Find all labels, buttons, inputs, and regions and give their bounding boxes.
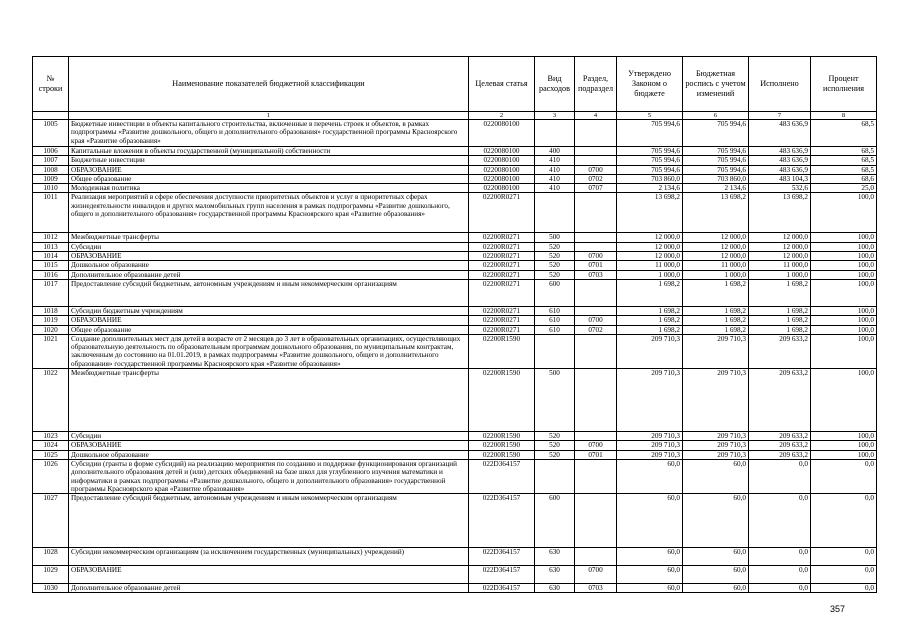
- header-section: Раздел, подраздел: [575, 57, 617, 112]
- target-article: 02200R0271: [469, 270, 535, 279]
- budget-amount: 703 860,0: [683, 174, 749, 183]
- header-percent: Процент исполнения: [811, 57, 877, 112]
- budget-amount: 209 710,3: [683, 450, 749, 459]
- indicator-name: ОБРАЗОВАНИЕ: [69, 566, 469, 584]
- approved-amount: 12 000,0: [617, 242, 683, 251]
- row-number: 1030: [33, 584, 69, 593]
- budget-amount: 12 000,0: [683, 252, 749, 261]
- executed-amount: 1 698,2: [749, 279, 811, 306]
- row-number: 1006: [33, 147, 69, 156]
- executed-amount: 209 633,2: [749, 441, 811, 450]
- expense-type: 610: [535, 325, 575, 334]
- target-article: 022D364157: [469, 459, 535, 493]
- indicator-name: Межбюджетные трансферты: [69, 233, 469, 242]
- executed-amount: 483 636,9: [749, 156, 811, 165]
- section-code: 0703: [575, 270, 617, 279]
- target-article: 02200R0271: [469, 242, 535, 251]
- row-number: 1025: [33, 450, 69, 459]
- executed-amount: 1 698,2: [749, 316, 811, 325]
- section-code: 0700: [575, 566, 617, 584]
- budget-amount: 705 994,6: [683, 147, 749, 156]
- execution-percent: 100,0: [811, 441, 877, 450]
- budget-amount: 1 698,2: [683, 316, 749, 325]
- executed-amount: 483 104,3: [749, 174, 811, 183]
- approved-amount: 2 134,6: [617, 184, 683, 193]
- table-row: [33, 174, 877, 183]
- indicator-name: Дошкольное образование: [69, 261, 469, 270]
- column-number: [33, 112, 69, 120]
- budget-amount: 209 710,3: [683, 441, 749, 450]
- column-number: 2: [469, 112, 535, 120]
- budget-amount: 209 710,3: [683, 334, 749, 368]
- executed-amount: 12 000,0: [749, 242, 811, 251]
- indicator-name: Бюджетные инвестиции: [69, 156, 469, 165]
- indicator-name: Общее образование: [69, 325, 469, 334]
- approved-amount: 705 994,6: [617, 156, 683, 165]
- row-number: 1016: [33, 270, 69, 279]
- indicator-name: Дошкольное образование: [69, 450, 469, 459]
- section-code: [575, 494, 617, 548]
- expense-type: 630: [535, 548, 575, 566]
- execution-percent: 100,0: [811, 252, 877, 261]
- row-number: 1018: [33, 306, 69, 315]
- executed-amount: 1 698,2: [749, 306, 811, 315]
- execution-percent: 100,0: [811, 270, 877, 279]
- approved-amount: 11 000,0: [617, 261, 683, 270]
- table-row: [33, 432, 877, 441]
- execution-percent: 100,0: [811, 242, 877, 251]
- expense-type: 520: [535, 270, 575, 279]
- expense-type: [535, 459, 575, 493]
- expense-type: [535, 193, 575, 233]
- table-row: [33, 120, 877, 147]
- indicator-name: ОБРАЗОВАНИЕ: [69, 316, 469, 325]
- expense-type: 600: [535, 494, 575, 548]
- executed-amount: 0,0: [749, 494, 811, 548]
- approved-amount: 13 698,2: [617, 193, 683, 233]
- indicator-name: Молодежная политика: [69, 184, 469, 193]
- target-article: 02200R0271: [469, 325, 535, 334]
- target-article: 0220080100: [469, 184, 535, 193]
- approved-amount: 60,0: [617, 494, 683, 548]
- header-budget-schedule: Бюджетная роспись с учетом изменений: [683, 57, 749, 112]
- section-code: [575, 147, 617, 156]
- row-number: 1023: [33, 432, 69, 441]
- row-number: 1008: [33, 165, 69, 174]
- target-article: 02200R0271: [469, 316, 535, 325]
- expense-type: 520: [535, 261, 575, 270]
- target-article: 022D364157: [469, 548, 535, 566]
- expense-type: 610: [535, 316, 575, 325]
- column-number: 4: [575, 112, 617, 120]
- budget-amount: 12 000,0: [683, 233, 749, 242]
- table-row: [33, 242, 877, 251]
- table-row: [33, 459, 877, 493]
- budget-amount: 1 698,2: [683, 279, 749, 306]
- table-row: [33, 566, 877, 584]
- section-code: [575, 369, 617, 432]
- row-number: 1014: [33, 252, 69, 261]
- expense-type: 610: [535, 306, 575, 315]
- target-article: 022D364157: [469, 584, 535, 593]
- section-code: 0703: [575, 584, 617, 593]
- row-number: 1010: [33, 184, 69, 193]
- execution-percent: 100,0: [811, 193, 877, 233]
- execution-percent: 0,0: [811, 494, 877, 548]
- budget-amount: 60,0: [683, 566, 749, 584]
- expense-type: 520: [535, 242, 575, 251]
- column-number: 7: [749, 112, 811, 120]
- table-body: [33, 120, 877, 593]
- budget-amount: 60,0: [683, 584, 749, 593]
- approved-amount: 60,0: [617, 459, 683, 493]
- budget-amount: 2 134,6: [683, 184, 749, 193]
- expense-type: 500: [535, 369, 575, 432]
- row-number: 1007: [33, 156, 69, 165]
- approved-amount: 209 710,3: [617, 369, 683, 432]
- budget-amount: 705 994,6: [683, 156, 749, 165]
- approved-amount: 1 698,2: [617, 325, 683, 334]
- expense-type: 410: [535, 156, 575, 165]
- section-code: [575, 156, 617, 165]
- section-code: [575, 459, 617, 493]
- indicator-name: Субсидии: [69, 242, 469, 251]
- budget-amount: 60,0: [683, 548, 749, 566]
- executed-amount: 209 633,2: [749, 369, 811, 432]
- indicator-name: Создание дополнительных мест для детей в возрасте от 2 месяцев до 3 лет в образовательных организациях, осуществляющих образовательную деятельность по образовательным программам дошкольного образования, по муниципальным контрактам, заключенным до состоянию на 01.01.2019, в рамках подпрограммы «Развитие дошкольного, общего и дополнительного образования» государственной программы Красноярского края «Развитие образования»: [69, 334, 469, 368]
- target-article: 02200R1590: [469, 441, 535, 450]
- approved-amount: 1 698,2: [617, 279, 683, 306]
- row-number: 1009: [33, 174, 69, 183]
- approved-amount: 209 710,3: [617, 441, 683, 450]
- expense-type: 500: [535, 233, 575, 242]
- row-number: 1012: [33, 233, 69, 242]
- budget-amount: 1 000,0: [683, 270, 749, 279]
- header-row-number: № строки: [33, 57, 69, 112]
- executed-amount: 0,0: [749, 584, 811, 593]
- header-row: [33, 57, 877, 112]
- row-number: 1015: [33, 261, 69, 270]
- budget-amount: 1 698,2: [683, 325, 749, 334]
- target-article: 02200R0271: [469, 252, 535, 261]
- table-row: [33, 334, 877, 368]
- target-article: 02200R0271: [469, 306, 535, 315]
- table-row: [33, 369, 877, 432]
- expense-type: [535, 120, 575, 147]
- page-number: 357: [830, 604, 846, 614]
- table-row: [33, 494, 877, 548]
- budget-amount: 12 000,0: [683, 242, 749, 251]
- execution-percent: 68,5: [811, 165, 877, 174]
- target-article: 0220080100: [469, 147, 535, 156]
- approved-amount: 1 698,2: [617, 306, 683, 315]
- target-article: 02200R1590: [469, 334, 535, 368]
- execution-percent: 68,5: [811, 120, 877, 147]
- row-number: 1005: [33, 120, 69, 147]
- expense-type: 630: [535, 566, 575, 584]
- execution-percent: 0,0: [811, 548, 877, 566]
- target-article: 022D364157: [469, 494, 535, 548]
- section-code: 0700: [575, 252, 617, 261]
- row-number: 1021: [33, 334, 69, 368]
- budget-amount: 705 994,6: [683, 120, 749, 147]
- column-number: 8: [811, 112, 877, 120]
- budget-table: [32, 56, 877, 593]
- section-code: 0702: [575, 174, 617, 183]
- column-number: 3: [535, 112, 575, 120]
- executed-amount: 13 698,2: [749, 193, 811, 233]
- budget-amount: 209 710,3: [683, 369, 749, 432]
- target-article: 0220080100: [469, 120, 535, 147]
- indicator-name: Субсидии: [69, 432, 469, 441]
- column-number-row: [33, 112, 877, 120]
- section-code: [575, 233, 617, 242]
- executed-amount: 0,0: [749, 566, 811, 584]
- row-number: 1028: [33, 548, 69, 566]
- section-code: 0700: [575, 316, 617, 325]
- table-row: [33, 306, 877, 315]
- approved-amount: 12 000,0: [617, 233, 683, 242]
- target-article: 02200R1590: [469, 369, 535, 432]
- execution-percent: 0,0: [811, 459, 877, 493]
- row-number: 1024: [33, 441, 69, 450]
- execution-percent: 100,0: [811, 279, 877, 306]
- executed-amount: 12 000,0: [749, 252, 811, 261]
- header-executed: Исполнено: [749, 57, 811, 112]
- indicator-name: Межбюджетные трансферты: [69, 369, 469, 432]
- row-number: 1026: [33, 459, 69, 493]
- section-code: [575, 242, 617, 251]
- executed-amount: 1 000,0: [749, 270, 811, 279]
- section-code: [575, 306, 617, 315]
- target-article: 02200R1590: [469, 450, 535, 459]
- execution-percent: 100,0: [811, 261, 877, 270]
- approved-amount: 705 994,6: [617, 165, 683, 174]
- indicator-name: Субсидии некоммерческим организациям (за исключением государственных (муниципальных) учреждений): [69, 548, 469, 566]
- executed-amount: 209 633,2: [749, 432, 811, 441]
- indicator-name: Дополнительное образование детей: [69, 584, 469, 593]
- execution-percent: 0,0: [811, 584, 877, 593]
- table-row: [33, 325, 877, 334]
- table-row: [33, 261, 877, 270]
- approved-amount: 705 994,6: [617, 147, 683, 156]
- executed-amount: 209 633,2: [749, 450, 811, 459]
- expense-type: 520: [535, 252, 575, 261]
- section-code: [575, 120, 617, 147]
- row-number: 1011: [33, 193, 69, 233]
- table-row: [33, 165, 877, 174]
- budget-amount: 705 994,6: [683, 165, 749, 174]
- target-article: 0220080100: [469, 156, 535, 165]
- table-row: [33, 233, 877, 242]
- table-row: [33, 270, 877, 279]
- budget-amount: 209 710,3: [683, 432, 749, 441]
- indicator-name: Предоставление субсидий бюджетным, автономным учреждениям и иным некоммерческим организациям: [69, 494, 469, 548]
- table-row: [33, 584, 877, 593]
- target-article: 022D364157: [469, 566, 535, 584]
- header-indicator-name: Наименование показателей бюджетной классификации: [69, 57, 469, 112]
- executed-amount: 12 000,0: [749, 233, 811, 242]
- execution-percent: 100,0: [811, 334, 877, 368]
- target-article: 0220080100: [469, 174, 535, 183]
- executed-amount: 0,0: [749, 548, 811, 566]
- execution-percent: 100,0: [811, 325, 877, 334]
- row-number: 1017: [33, 279, 69, 306]
- indicator-name: ОБРАЗОВАНИЕ: [69, 252, 469, 261]
- header-target-article: Целевая статья: [469, 57, 535, 112]
- budget-amount: 13 698,2: [683, 193, 749, 233]
- budget-amount: 11 000,0: [683, 261, 749, 270]
- table-row: [33, 184, 877, 193]
- indicator-name: Бюджетные инвестиции в объекты капитального строительства, включенные в перечень строек и объектов, в рамках подпрограммы «Развитие дошкольного, общего и дополнительного образования» государственной программы Красноярского края «Развитие образования»: [69, 120, 469, 147]
- approved-amount: 60,0: [617, 566, 683, 584]
- row-number: 1022: [33, 369, 69, 432]
- execution-percent: 25,0: [811, 184, 877, 193]
- execution-percent: 100,0: [811, 316, 877, 325]
- indicator-name: Предоставление субсидий бюджетным, автономным учреждениям и иным некоммерческим организациям: [69, 279, 469, 306]
- column-number: 1: [69, 112, 469, 120]
- expense-type: 520: [535, 441, 575, 450]
- section-code: 0700: [575, 441, 617, 450]
- header-expense-type: Вид расходов: [535, 57, 575, 112]
- expense-type: 520: [535, 432, 575, 441]
- indicator-name: Дополнительное образование детей: [69, 270, 469, 279]
- expense-type: 520: [535, 450, 575, 459]
- section-code: [575, 334, 617, 368]
- approved-amount: 209 710,3: [617, 334, 683, 368]
- executed-amount: 1 698,2: [749, 325, 811, 334]
- indicator-name: ОБРАЗОВАНИЕ: [69, 165, 469, 174]
- table-row: [33, 450, 877, 459]
- row-number: 1029: [33, 566, 69, 584]
- table-row: [33, 548, 877, 566]
- executed-amount: 0,0: [749, 459, 811, 493]
- approved-amount: 1 000,0: [617, 270, 683, 279]
- section-code: [575, 432, 617, 441]
- approved-amount: 60,0: [617, 584, 683, 593]
- expense-type: 600: [535, 279, 575, 306]
- table-row: [33, 252, 877, 261]
- executed-amount: 483 636,9: [749, 120, 811, 147]
- approved-amount: 1 698,2: [617, 316, 683, 325]
- section-code: [575, 193, 617, 233]
- row-number: 1020: [33, 325, 69, 334]
- table-row: [33, 279, 877, 306]
- column-number: 6: [683, 112, 749, 120]
- section-code: 0702: [575, 325, 617, 334]
- section-code: [575, 548, 617, 566]
- indicator-name: Субсидии (гранты в форме субсидий) на реализацию мероприятия по созданию и поддержке функционирования организаций дополнительного образования детей и (или) детских объединений на базе школ для углубленного изучения математики и информатики в рамках подпрограммы «Развитие дошкольного, общего и дополнительного образования» государственной программы Красноярского края «Развитие образования»: [69, 459, 469, 493]
- section-code: 0700: [575, 165, 617, 174]
- indicator-name: Реализация мероприятий в сфере обеспечения доступности приоритетных объектов и услуг в приоритетных сферах жизнедеятельности инвалидов и других маломобильных групп населения в рамках подпрограммы «Развитие дошкольного, общего и дополнительного образования» государственной программы Красноярского края «Развитие образования»: [69, 193, 469, 233]
- execution-percent: 100,0: [811, 432, 877, 441]
- approved-amount: 705 994,6: [617, 120, 683, 147]
- indicator-name: Капитальные вложения в объекты государственной (муниципальной) собственности: [69, 147, 469, 156]
- table-row: [33, 316, 877, 325]
- indicator-name: Субсидии бюджетным учреждениям: [69, 306, 469, 315]
- execution-percent: 100,0: [811, 306, 877, 315]
- section-code: 0701: [575, 261, 617, 270]
- execution-percent: 100,0: [811, 233, 877, 242]
- execution-percent: 100,0: [811, 450, 877, 459]
- approved-amount: 60,0: [617, 548, 683, 566]
- execution-percent: 0,0: [811, 566, 877, 584]
- table-row: [33, 441, 877, 450]
- approved-amount: 209 710,3: [617, 450, 683, 459]
- target-article: 02200R0271: [469, 279, 535, 306]
- executed-amount: 483 636,9: [749, 147, 811, 156]
- executed-amount: 532,6: [749, 184, 811, 193]
- table-row: [33, 193, 877, 233]
- execution-percent: 68,5: [811, 156, 877, 165]
- section-code: 0707: [575, 184, 617, 193]
- header-approved: Утверждено Законом о бюджете: [617, 57, 683, 112]
- approved-amount: 12 000,0: [617, 252, 683, 261]
- target-article: 02200R0271: [469, 233, 535, 242]
- executed-amount: 209 633,2: [749, 334, 811, 368]
- expense-type: 410: [535, 165, 575, 174]
- expense-type: 410: [535, 174, 575, 183]
- approved-amount: 209 710,3: [617, 432, 683, 441]
- approved-amount: 703 860,0: [617, 174, 683, 183]
- expense-type: [535, 334, 575, 368]
- executed-amount: 483 636,9: [749, 165, 811, 174]
- section-code: 0701: [575, 450, 617, 459]
- column-number: 5: [617, 112, 683, 120]
- indicator-name: ОБРАЗОВАНИЕ: [69, 441, 469, 450]
- target-article: 0220080100: [469, 165, 535, 174]
- executed-amount: 11 000,0: [749, 261, 811, 270]
- section-code: [575, 279, 617, 306]
- target-article: 02200R0271: [469, 261, 535, 270]
- indicator-name: Общее образование: [69, 174, 469, 183]
- expense-type: 400: [535, 147, 575, 156]
- execution-percent: 68,6: [811, 174, 877, 183]
- target-article: 02200R1590: [469, 432, 535, 441]
- target-article: 02200R0271: [469, 193, 535, 233]
- execution-percent: 100,0: [811, 369, 877, 432]
- table-row: [33, 147, 877, 156]
- budget-amount: 60,0: [683, 494, 749, 548]
- expense-type: 410: [535, 184, 575, 193]
- execution-percent: 68,5: [811, 147, 877, 156]
- row-number: 1013: [33, 242, 69, 251]
- row-number: 1027: [33, 494, 69, 548]
- budget-amount: 1 698,2: [683, 306, 749, 315]
- table-row: [33, 156, 877, 165]
- row-number: 1019: [33, 316, 69, 325]
- expense-type: 630: [535, 584, 575, 593]
- budget-amount: 60,0: [683, 459, 749, 493]
